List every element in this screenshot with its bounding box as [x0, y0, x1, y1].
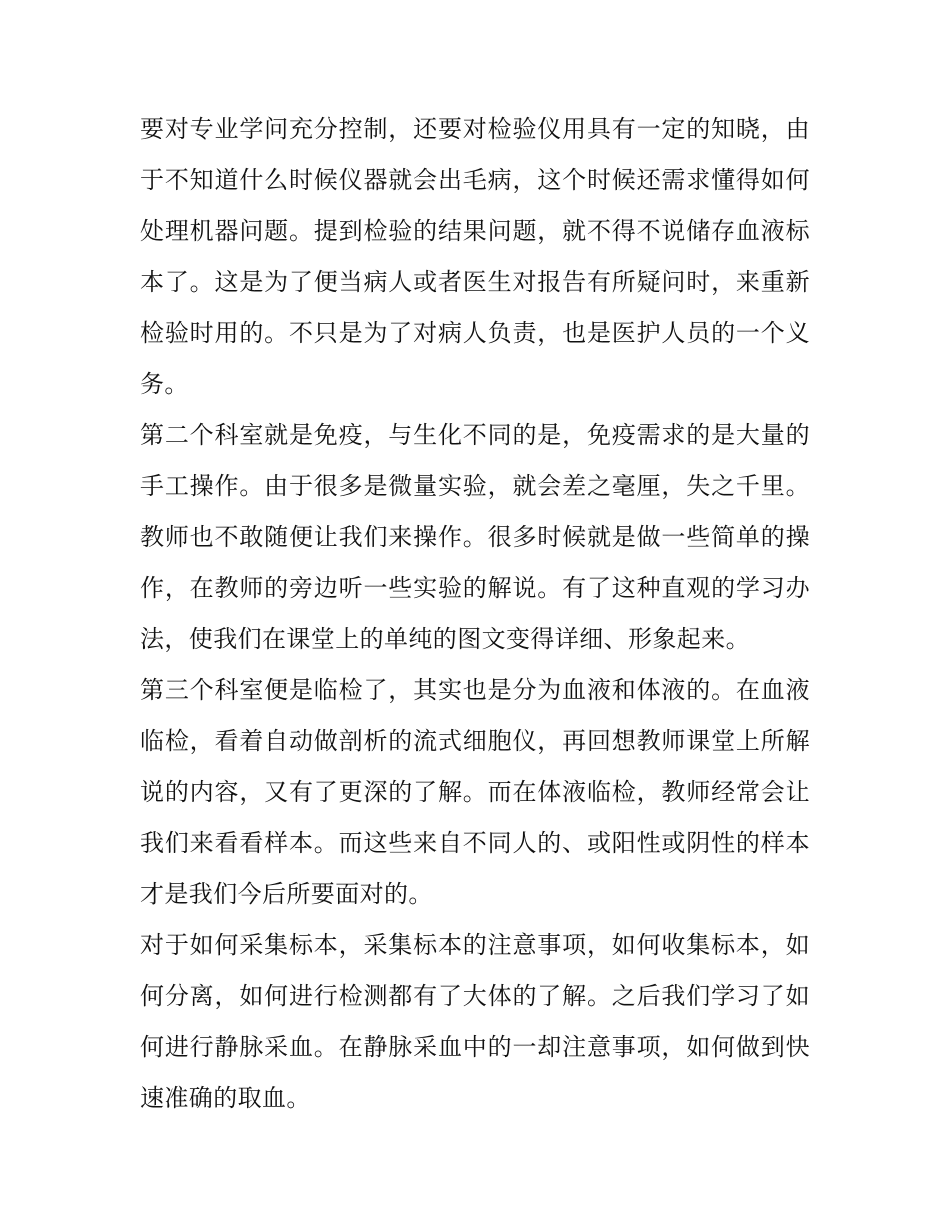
paragraph-2: 第二个科室就是免疫，与生化不同的是，免疫需求的是大量的手工操作。由于很多是微量实验，就会差之毫厘，失之千里。教师也不敢随便让我们来操作。很多时候就是做一些简单的操作，在教师的旁边听一些实验的解说。有了这种直观的学习办法，使我们在课堂上的单纯的图文变得详细、形象起来。: [140, 421, 810, 653]
document-body: [140, 104, 810, 1124]
paragraph-3: 第三个科室便是临检了，其实也是分为血液和体液的。在血液临检，看着自动做剖析的流式细胞仪，再回想教师课堂上所解说的内容，又有了更深的了解。而在体液临检，教师经常会让我们来看看样本。而这些来自不同人的、或阳性或阴性的样本才是我们今后所要面对的。: [140, 676, 810, 908]
paragraph-1: 要对专业学问充分控制，还要对检验仪用具有一定的知晓，由于不知道什么时候仪器就会出毛病，这个时候还需求懂得如何处理机器问题。提到检验的结果问题，就不得不说储存血液标本了。这是为了便当病人或者医生对报告有所疑问时，来重新检验时用的。不只是为了对病人负责，也是医护人员的一个义务。: [140, 115, 810, 398]
paragraph-4: 对于如何采集标本，采集标本的注意事项，如何收集标本，如何分离，如何进行检测都有了大体的了解。之后我们学习了如何进行静脉采血。在静脉采血中的一却注意事项，如何做到快速准确的取血。: [140, 931, 810, 1112]
